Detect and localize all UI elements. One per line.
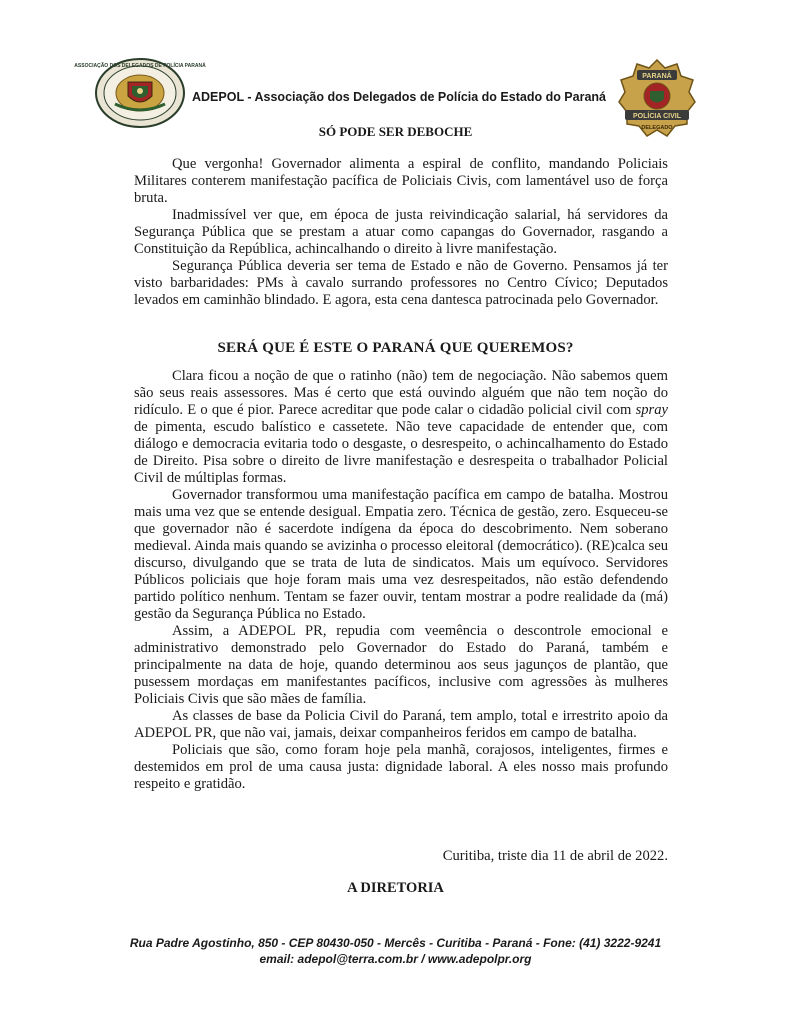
badge-top-text: PARANÁ [642, 73, 672, 80]
paragraph-4-emphasis: spray [635, 402, 668, 418]
paragraph-5: Governador transformou uma manifestação pacífica em campo de batalha. Mostrou mais uma vez que se entende desigual. Empatia zero. Técnica de gestão, zero. Esqueceu-se que governador não é sacerdote indígena da época do descobrimento. Nem soberano medieval. Ainda mais quando se avizinha o processo eleitoral (democrático). (RE)calca seu discurso, divulgando que se trata de luta de sindicatos. Mais um equívoco. Servidores Públicos policiais que hoje foram mais uma vez desrespeitados, não estão defendendo partido político nenhum. Tentam se fazer ouvir, tentam mostrar a podre realidade da (má) gestão da Segurança Pública no Estado. [134, 487, 668, 622]
footer-address: Rua Padre Agostinho, 850 - CEP 80430-050 - Mercês - Curitiba - Paraná - Fone: (41) 3222-9241 [129, 936, 662, 950]
intro-section [134, 156, 668, 309]
paragraph-1: Que vergonha! Governador alimenta a espiral de conflito, mandando Policiais Militares conterem manifestação pacífica de Policiais Civis, com lamentável uso de força bruta. [134, 156, 668, 206]
organization-header: ADEPOL - Associação dos Delegados de Polícia do Estado do Paraná [192, 90, 607, 104]
section-subtitle: SERÁ QUE É ESTE O PARANÁ QUE QUEREMOS? [217, 340, 574, 356]
paragraph-4 [134, 368, 668, 487]
paragraph-8: Policiais que são, como foram hoje pela manhã, corajosos, inteligentes, firmes e destemidos em prol de uma causa justa: dignidade laboral. A eles nosso mais profundo respeito e gratidão. [134, 742, 668, 792]
paragraph-6: Assim, a ADEPOL PR, repudia com veemência o descontrole emocional e administrativo demonstrado pelo Governador do Estado do Paraná, também e principalmente na data de hoje, quando determinou aos seus jagunços de plantão, que pusessem mordaças em manifestantes pacíficos, inclusive com agressões às mulheres Policiais Civis que são mães de família. [134, 623, 668, 707]
paragraph-3: Segurança Pública deveria ser tema de Estado e não de Governo. Pensamos já ter visto barbaridades: PMs à cavalo surrando professores no Centro Cívico; Deputados levados em caminhão blindado. E agora, esta cena dantesca patrocinada pelo Governador. [134, 258, 668, 308]
signature: A DIRETORIA [347, 880, 444, 896]
paragraph-4-part-b: de pimenta, escudo balístico e cassetete. Não teve capacidade de entender que, com diálogo e democracia evitaria todo o desgaste, o desrespeito, o achincalhamento do Estado de Direito. Pisa sobre o direito de livre manifestação e desrespeita o trabalhador Policial Civil de múltiplas formas. [134, 419, 668, 486]
document-date: Curitiba, triste dia 11 de abril de 2022. [442, 848, 668, 864]
main-section [134, 368, 668, 793]
badge-middle-text: POLÍCIA CIVIL [633, 113, 681, 120]
paragraph-4-part-a: Clara ficou a noção de que o ratinho (não) tem de negociação. Não sabemos quem são seus reais assessores. Mas é certo que está ouvindo alguém que não tem noção do ridículo. E o que é pior. Parece acreditar que pode calar o cidadão policial civil com [134, 368, 668, 418]
footer-contact: email: adepol@terra.com.br / www.adepolpr.org [259, 952, 532, 966]
badge-bottom-text: DELEGADO [641, 125, 673, 131]
adepol-seal-logo [74, 58, 206, 128]
paragraph-7: As classes de base da Policia Civil do Paraná, tem amplo, total e irrestrito apoio da ADEPOL PR, que não vai, jamais, deixar companheiros feridos em campo de batalha. [134, 708, 668, 741]
seal-text: ASSOCIAÇÃO DOS DELEGADOS DE POLÍCIA PARANÁ [74, 63, 206, 69]
paragraph-2: Inadmissível ver que, em época de justa reivindicação salarial, há servidores da Segurança Pública que se prestam a atuar como capangas do Governador, rasgando a Constituição da República, achincalhando o direito à livre manifestação. [134, 207, 668, 257]
document-title: SÓ PODE SER DEBOCHE [318, 124, 473, 139]
